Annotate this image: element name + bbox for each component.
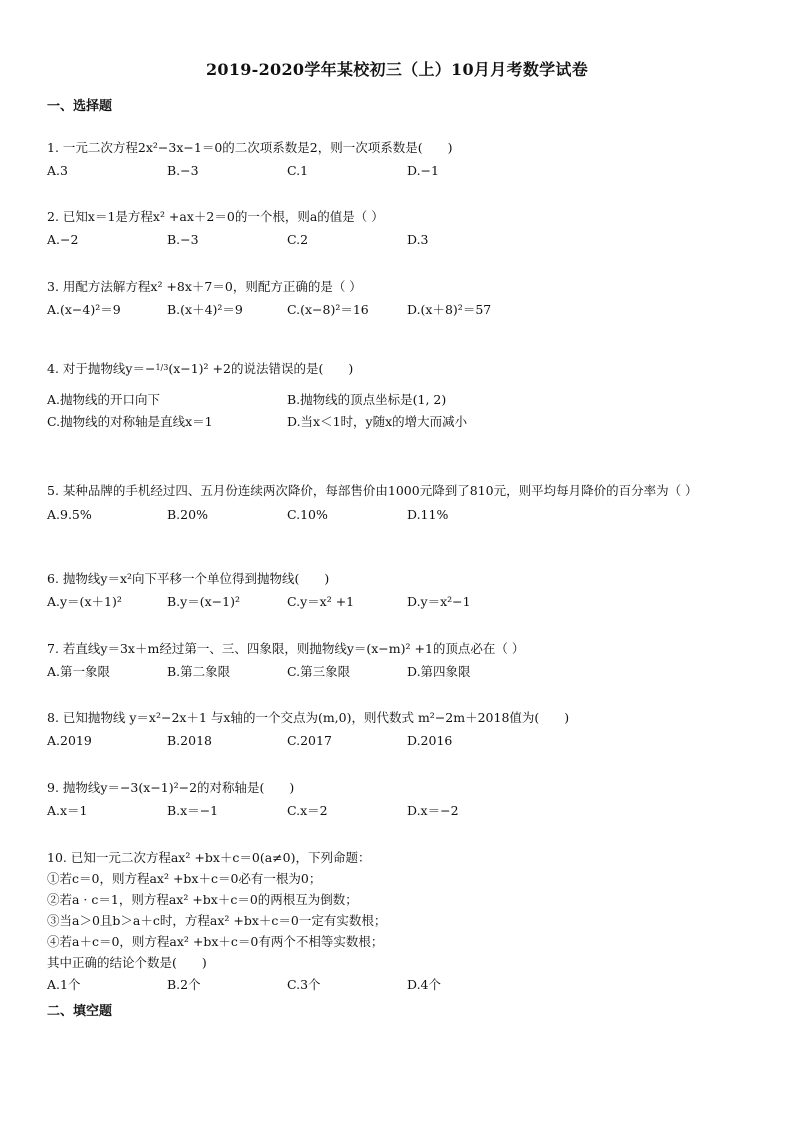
option-c: C.1 [287,163,309,178]
option-b: B.2个 [167,977,201,992]
statement-3: ③当a＞0且b＞a＋c时，方程ax² +bx＋c＝0一定有实数根； [47,913,387,928]
statement-question: 其中正确的结论个数是( ) [47,955,207,970]
option-c: C.抛物线的对称轴是直线x＝1 [47,414,213,429]
option-b: B.−3 [167,163,199,178]
statement-1: ①若c＝0，则方程ax² +bx＋c＝0必有一根为0； [47,871,322,886]
question-text-post: (x−1)² +2的说法错误的是( ) [168,361,354,376]
page-title: 2019-2020学年某校初三（上）10月月考数学试卷 [205,60,589,79]
option-d: D.11% [407,507,449,522]
option-a: A.第一象限 [47,664,111,679]
option-a: A.9.5% [47,507,92,522]
question-text-pre: 4. 对于抛物线y＝− [47,361,156,376]
question-text: 5. 某种品牌的手机经过四、五月份连续两次降价，每部售价由1000元降到了810元，则平均每月降价的百分率为（ ） [47,483,698,498]
option-c: C.3个 [287,977,321,992]
statement-4: ④若a＋c＝0，则方程ax² +bx＋c＝0有两个不相等实数根； [47,934,384,949]
question-text: 9. 抛物线y＝−3(x−1)²−2的对称轴是( ) [47,780,295,795]
option-c: C.2017 [287,733,332,748]
option-c: C.10% [287,507,328,522]
option-d: D.x＝−2 [407,803,459,818]
option-a: A.抛物线的开口向下 [47,392,161,407]
option-b: B.−3 [167,232,199,247]
option-d: D.−1 [407,163,439,178]
option-d: D.y＝x²−1 [407,594,471,609]
option-b: B.y＝(x−1)² [167,594,240,609]
section-heading-choice: 一、选择题 [47,99,113,114]
statement-2: ②若a · c＝1，则方程ax² +bx＋c＝0的两根互为倒数； [47,892,358,907]
question-text: 7. 若直线y＝3x＋m经过第一、三、四象限，则抛物线y＝(x−m)² +1的顶点必在（ ） [47,641,525,656]
question-2 [47,209,429,248]
option-b: B.20% [167,507,208,522]
option-a: A.x＝1 [47,803,88,818]
option-b: B.(x＋4)²＝9 [167,302,243,317]
question-5 [47,480,747,523]
option-c: C.2 [287,232,309,247]
question-7 [47,641,524,680]
option-c: C.第三象限 [287,664,351,679]
option-d: D.4个 [407,977,442,992]
option-d: D.第四象限 [407,664,471,679]
question-8 [47,710,569,749]
question-9 [47,780,459,819]
question-4 [47,360,468,430]
question-text: 8. 已知抛物线 y＝x²−2x＋1 与x轴的一个交点为(m,0)，则代数式 m²−2m＋2018值为( ) [47,710,570,725]
question-3 [47,279,492,318]
option-c: C.x＝2 [287,803,328,818]
option-a: A.(x−4)²＝9 [47,302,121,317]
question-text: 1. 一元二次方程2x²−3x−1＝0的二次项系数是2，则一次项系数是( ) [47,140,453,155]
section-heading-fill: 二、填空题 [47,1004,113,1019]
question-text: 6. 抛物线y＝x²向下平移一个单位得到抛物线( ) [47,571,330,586]
fraction: 1/3 [155,363,169,372]
option-a: A.1个 [47,977,81,992]
option-a: A.y＝(x＋1)² [47,594,122,609]
question-1 [47,140,452,179]
option-d: D.3 [407,232,429,247]
question-text: 10. 已知一元二次方程ax² +bx＋c＝0(a≠0)，下列命题： [47,850,371,865]
question-text: 3. 用配方法解方程x² +8x＋7＝0，则配方正确的是（ ） [47,279,362,294]
option-b: B.第二象限 [167,664,231,679]
option-a: A.2019 [47,733,92,748]
question-text [47,360,353,377]
option-d: D.2016 [407,733,453,748]
option-b: B.2018 [167,733,212,748]
question-10 [47,848,442,993]
option-c: C.(x−8)²＝16 [287,302,369,317]
option-b: B.抛物线的顶点坐标是(1, 2) [287,392,447,407]
option-a: A.−2 [47,232,79,247]
option-c: C.y＝x² +1 [287,594,355,609]
question-text: 2. 已知x＝1是方程x² +ax＋2＝0的一个根，则a的值是（ ） [47,209,384,224]
option-b: B.x＝−1 [167,803,219,818]
option-d: D.当x＜1时，y随x的增大而减小 [287,414,468,429]
option-d: D.(x＋8)²＝57 [407,302,492,317]
question-6 [47,571,471,610]
option-a: A.3 [47,163,68,178]
